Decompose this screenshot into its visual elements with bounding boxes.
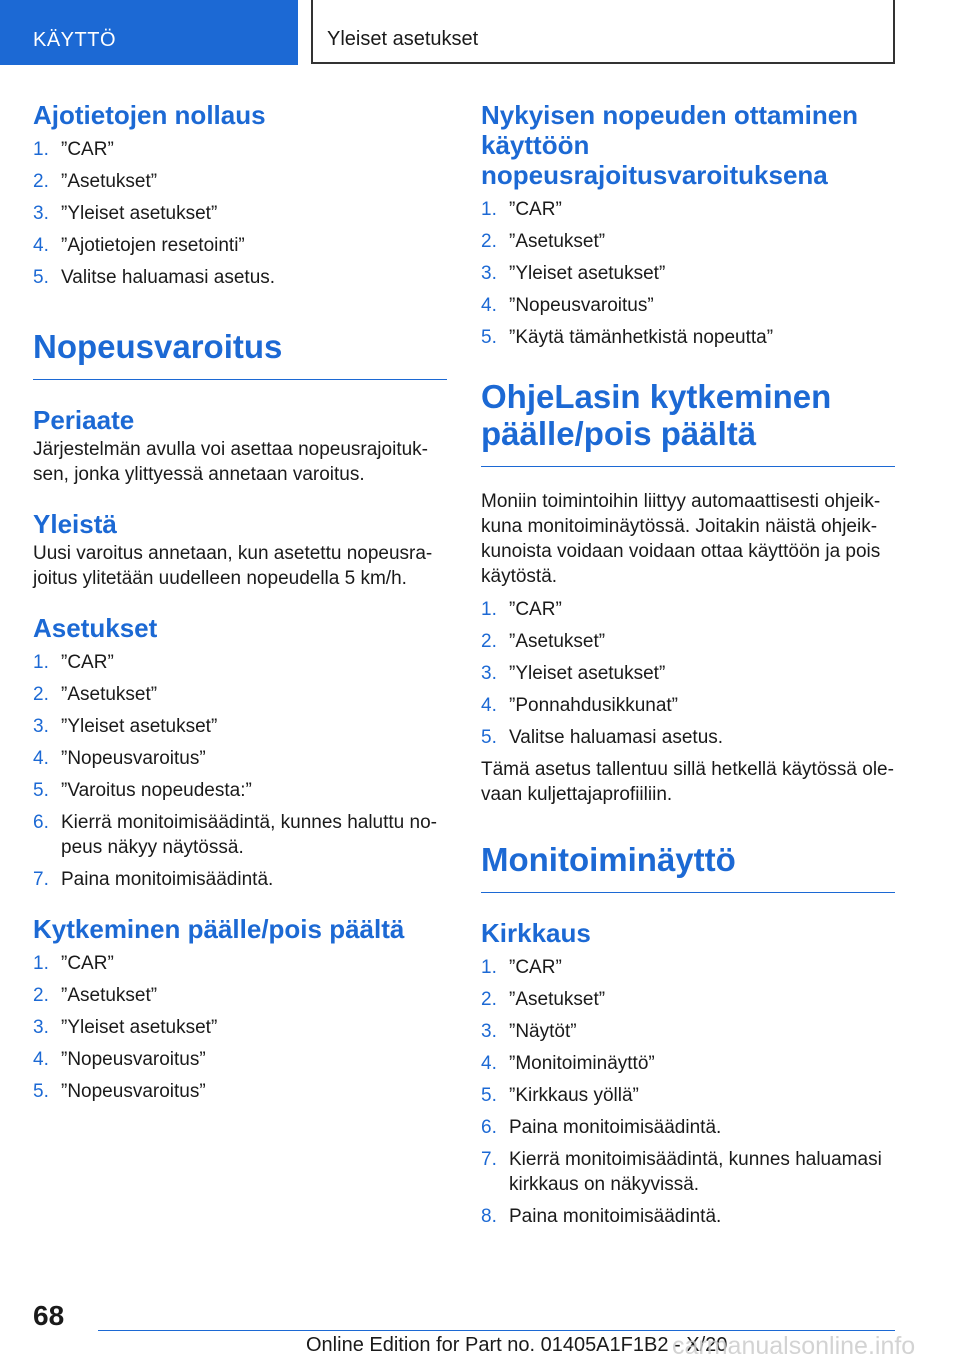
step-number: 4.: [481, 295, 497, 316]
step-number: 2.: [481, 989, 497, 1010]
step-text: Kierrä monitoimisäädintä, kunnes haluamasi kirkkaus on näkyvissä.: [509, 1149, 882, 1195]
step-number: 4.: [33, 1049, 49, 1070]
step-number: 4.: [33, 748, 49, 769]
list-item: [33, 650, 447, 675]
list-item: [33, 983, 447, 1008]
step-text: ”Asetukset”: [61, 684, 158, 705]
step-text: ”CAR”: [61, 953, 114, 974]
list-item: [33, 265, 447, 290]
step-text: ”CAR”: [509, 199, 562, 220]
step-number: 5.: [481, 327, 497, 348]
step-number: 1.: [33, 953, 49, 974]
list-item: [481, 1019, 895, 1044]
step-number: 1.: [481, 599, 497, 620]
chapter-label: KÄYTTÖ: [33, 29, 117, 51]
step-text: ”Nopeusvaroitus”: [61, 1049, 206, 1070]
step-text: ”Näytöt”: [509, 1021, 577, 1042]
edition-footer: Online Edition for Part no. 01405A1F1B2 - X/20: [306, 1334, 728, 1356]
list-item: [33, 137, 447, 162]
step-text: ”Yleiset asetukset”: [61, 203, 218, 224]
steps-list: [481, 197, 895, 350]
step-text: ”Käytä tämänhetkistä nopeutta”: [509, 327, 774, 348]
list-item: [33, 233, 447, 258]
steps-list: [33, 137, 447, 290]
list-item: [33, 810, 447, 860]
body-text: Moniin toimintoihin liittyy automaattisesti ohjeik‐ kuna monitoiminäytössä. Joitakin näistä ohjeik‐ kunoista voidaan voidaan ottaa käyttöön ja pois käytöstä.: [481, 491, 881, 587]
body-text: Tämä asetus tallentuu sillä hetkellä käytössä ole‐ vaan kuljettajaprofiiliin.: [481, 759, 894, 805]
step-number: 5.: [481, 1085, 497, 1106]
steps-list: [33, 951, 447, 1104]
list-item: [33, 169, 447, 194]
step-number: 3.: [481, 263, 497, 284]
step-number: 2.: [33, 171, 49, 192]
section-title: Periaate: [33, 405, 135, 435]
step-number: 8.: [481, 1206, 497, 1227]
body-text: Järjestelmän avulla voi asettaa nopeusrajoituk‐ sen, jonka ylittyessä annetaan varoitus.: [33, 439, 428, 485]
step-text: ”Asetukset”: [509, 231, 606, 252]
list-item: [33, 746, 447, 771]
step-text: ”Yleiset asetukset”: [509, 263, 666, 284]
step-text: Kierrä monitoimisäädintä, kunnes haluttu no‐ peus näkyy näytössä.: [61, 812, 437, 858]
list-item: [481, 197, 895, 222]
step-number: 6.: [481, 1117, 497, 1138]
list-item: [33, 714, 447, 739]
step-text: ”Asetukset”: [61, 985, 158, 1006]
steps-list: [481, 597, 895, 750]
step-number: 4.: [481, 695, 497, 716]
step-number: 2.: [481, 631, 497, 652]
list-item: [481, 229, 895, 254]
section-title: Kirkkaus: [481, 918, 591, 948]
left-column: [33, 100, 447, 1104]
step-text: ”CAR”: [61, 139, 114, 160]
chapter-heading: OhjeLasin kytkeminen päälle/pois päältä: [481, 378, 895, 467]
steps-list: [33, 650, 447, 892]
step-text: ”Kirkkaus yöllä”: [509, 1085, 639, 1106]
step-number: 3.: [481, 663, 497, 684]
page-number: 68: [33, 1300, 65, 1331]
list-item: [33, 1079, 447, 1104]
header-title-box: [311, 0, 895, 64]
list-item: [481, 1083, 895, 1108]
list-item: [481, 955, 895, 980]
step-number: 3.: [33, 1017, 49, 1038]
step-number: 4.: [33, 235, 49, 256]
header-title: Yleiset asetukset: [327, 28, 479, 50]
watermark: carmanualsonline.info: [672, 1332, 916, 1360]
step-number: 7.: [481, 1149, 497, 1170]
step-number: 3.: [33, 716, 49, 737]
step-number: 1.: [481, 199, 497, 220]
list-item: [33, 201, 447, 226]
steps-list: [481, 955, 895, 1229]
step-number: 1.: [33, 139, 49, 160]
step-number: 3.: [481, 1021, 497, 1042]
list-item: [33, 1047, 447, 1072]
list-item: [481, 1051, 895, 1076]
step-text: ”Ponnahdusikkunat”: [509, 695, 678, 716]
step-text: ”Ajotietojen resetointi”: [61, 235, 245, 256]
step-text: ”Varoitus nopeudesta:”: [61, 780, 252, 801]
step-text: ”Asetukset”: [509, 631, 606, 652]
list-item: [481, 325, 895, 350]
list-item: [481, 693, 895, 718]
body-text: Uusi varoitus annetaan, kun asetettu nopeusra‐ joitus ylitetään uudelleen nopeudella 5 km/h.: [33, 543, 433, 589]
step-text: Paina monitoimisäädintä.: [509, 1206, 722, 1227]
list-item: [33, 951, 447, 976]
step-text: ”Asetukset”: [61, 171, 158, 192]
list-item: [481, 261, 895, 286]
list-item: [33, 867, 447, 892]
list-item: [481, 1204, 895, 1229]
step-text: ”CAR”: [61, 652, 114, 673]
list-item: [481, 661, 895, 686]
step-text: ”Nopeusvaroitus”: [61, 748, 206, 769]
step-number: 5.: [481, 727, 497, 748]
step-number: 5.: [33, 267, 49, 288]
step-text: ”CAR”: [509, 599, 562, 620]
list-item: [33, 1015, 447, 1040]
list-item: [481, 293, 895, 318]
step-text: ”CAR”: [509, 957, 562, 978]
step-number: 4.: [481, 1053, 497, 1074]
step-text: ”Monitoiminäyttö”: [509, 1053, 655, 1074]
step-text: Valitse haluamasi asetus.: [61, 267, 276, 288]
list-item: [481, 1147, 895, 1197]
list-item: [481, 725, 895, 750]
chapter-heading: Nopeusvaroitus: [33, 328, 447, 380]
step-text: ”Nopeusvaroitus”: [61, 1081, 206, 1102]
section-title: Nykyisen nopeuden ottaminen käyttöön nopeusrajoitusvaroituksena: [481, 100, 859, 190]
step-text: Valitse haluamasi asetus.: [509, 727, 724, 748]
step-text: Paina monitoimisäädintä.: [61, 869, 274, 890]
step-number: 3.: [33, 203, 49, 224]
step-text: Paina monitoimisäädintä.: [509, 1117, 722, 1138]
step-number: 1.: [33, 652, 49, 673]
section-title: Ajotietojen nollaus: [33, 100, 266, 130]
step-number: 1.: [481, 957, 497, 978]
step-number: 5.: [33, 780, 49, 801]
list-item: [481, 629, 895, 654]
chapter-tab: [0, 0, 298, 65]
list-item: [33, 682, 447, 707]
chapter-heading: Monitoiminäyttö: [481, 841, 895, 893]
section-title: Kytkeminen päälle/pois päältä: [33, 914, 405, 944]
right-column: [481, 100, 895, 1229]
step-text: ”Nopeusvaroitus”: [509, 295, 654, 316]
list-item: [481, 597, 895, 622]
step-text: ”Yleiset asetukset”: [61, 1017, 218, 1038]
step-text: ”Yleiset asetukset”: [509, 663, 666, 684]
list-item: [481, 987, 895, 1012]
section-title: Yleistä: [33, 509, 117, 539]
step-number: 6.: [33, 812, 49, 833]
step-number: 7.: [33, 869, 49, 890]
step-number: 2.: [33, 985, 49, 1006]
step-number: 5.: [33, 1081, 49, 1102]
step-text: ”Yleiset asetukset”: [61, 716, 218, 737]
step-text: ”Asetukset”: [509, 989, 606, 1010]
footer-divider: [98, 1330, 895, 1331]
list-item: [481, 1115, 895, 1140]
step-number: 2.: [33, 684, 49, 705]
list-item: [33, 778, 447, 803]
step-number: 2.: [481, 231, 497, 252]
section-title: Asetukset: [33, 613, 158, 643]
